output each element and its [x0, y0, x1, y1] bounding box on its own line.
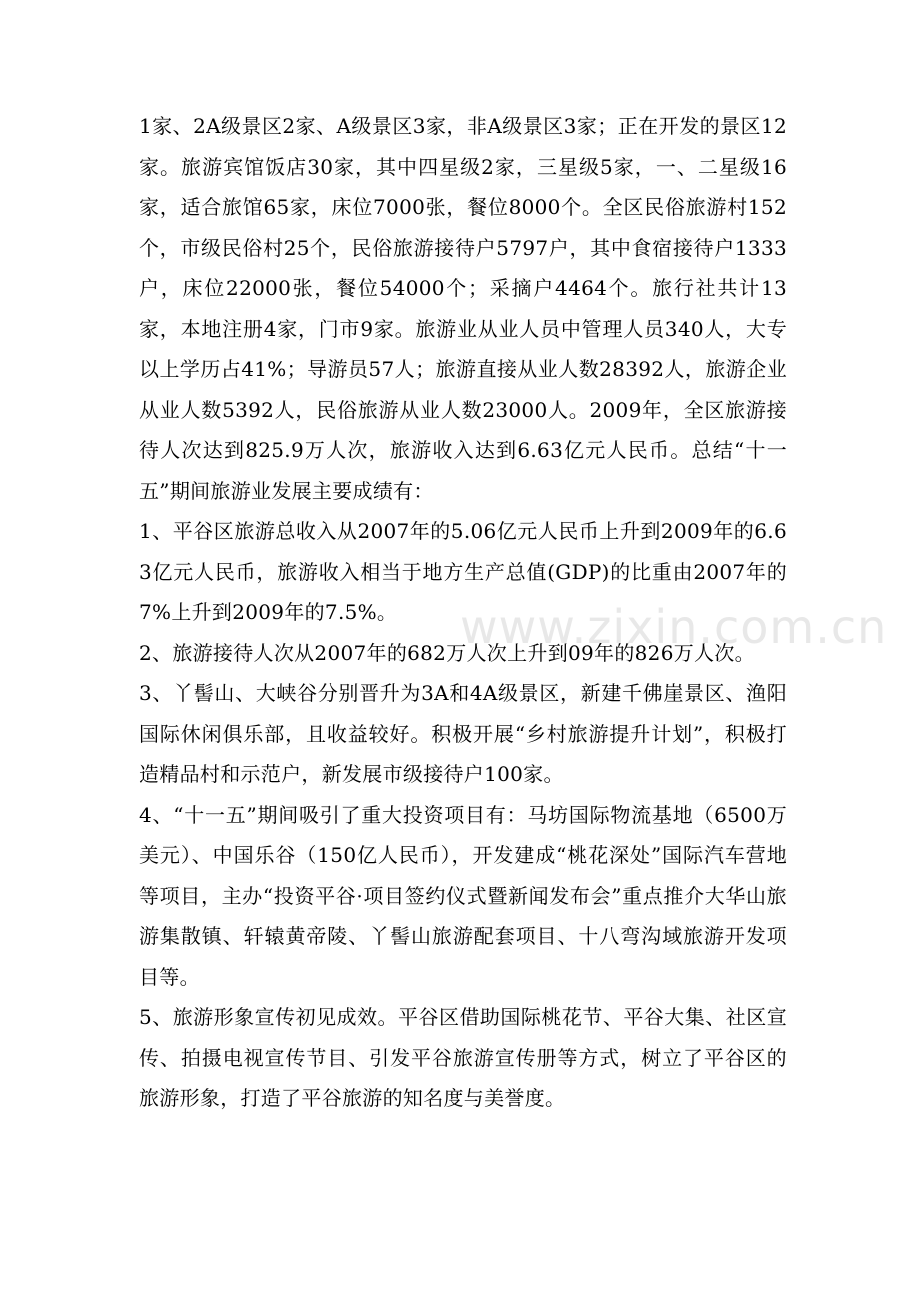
paragraph-item-5-promotion: 5、旅游形象宣传初见成效。平谷区借助国际桃花节、平谷大集、社区宣传、拍摄电视宣传节目、引发平谷旅游宣传册等方式，树立了平谷区的旅游形象，打造了平谷旅游的知名度与美誉度。	[139, 1005, 787, 1110]
paragraph-item-3-scenic-areas: 3、丫髻山、大峡谷分别晋升为3A和4A级景区，新建千佛崖景区、渔阳国际休闲俱乐部，且收益较好。积极开展“乡村旅游提升计划”，积极打造精品村和示范户，新发展市级接待户100家。	[139, 681, 787, 786]
paragraph-item-1-revenue: 1、平谷区旅游总收入从2007年的5.06亿元人民币上升到2009年的6.63亿元人民币，旅游收入相当于地方生产总值(GDP)的比重由2007年的7%上升到2009年的7.5%。	[139, 519, 787, 624]
paragraph-item-4-investment: 4、“十一五”期间吸引了重大投资项目有：马坊国际物流基地（6500万美元）、中国乐谷（150亿人民币），开发建成“桃花深处”国际汽车营地等项目，主办“投资平谷·项目签约仪式暨新闻发布会”重点推介大华山旅游集散镇、轩辕黄帝陵、丫髻山旅游配套项目、十八弯沟域旅游开发项目等。	[139, 802, 787, 989]
paragraph-item-2-visitors: 2、旅游接待人次从2007年的682万人次上升到09年的826万人次。	[139, 640, 755, 665]
site-watermark: www.zixin.com.cn	[460, 600, 888, 654]
paragraph-tourism-stats: 1家、2A级景区2家、A级景区3家，非A级景区3家；正在开发的景区12家。旅游宾馆饭店30家，其中四星级2家，三星级5家，一、二星级16家，适合旅馆65家，床位7000张，餐位8000个。全区民俗旅游村152个，市级民俗村25个，民俗旅游接待户5797户，其中食宿接待户1333户，床位22000张，餐位54000个；采摘户4464个。旅行社共计13家，本地注册4家，门市9家。旅游业从业人员中管理人员340人，大专以上学历占41%；导游员57人；旅游直接从业人数28392人，旅游企业从业人数5392人，民俗旅游从业人数23000人。2009年，全区旅游接待人次达到825.9万人次，旅游收入达到6.63亿元人民币。总结“十一五”期间旅游业发展主要成绩有：	[139, 114, 787, 503]
